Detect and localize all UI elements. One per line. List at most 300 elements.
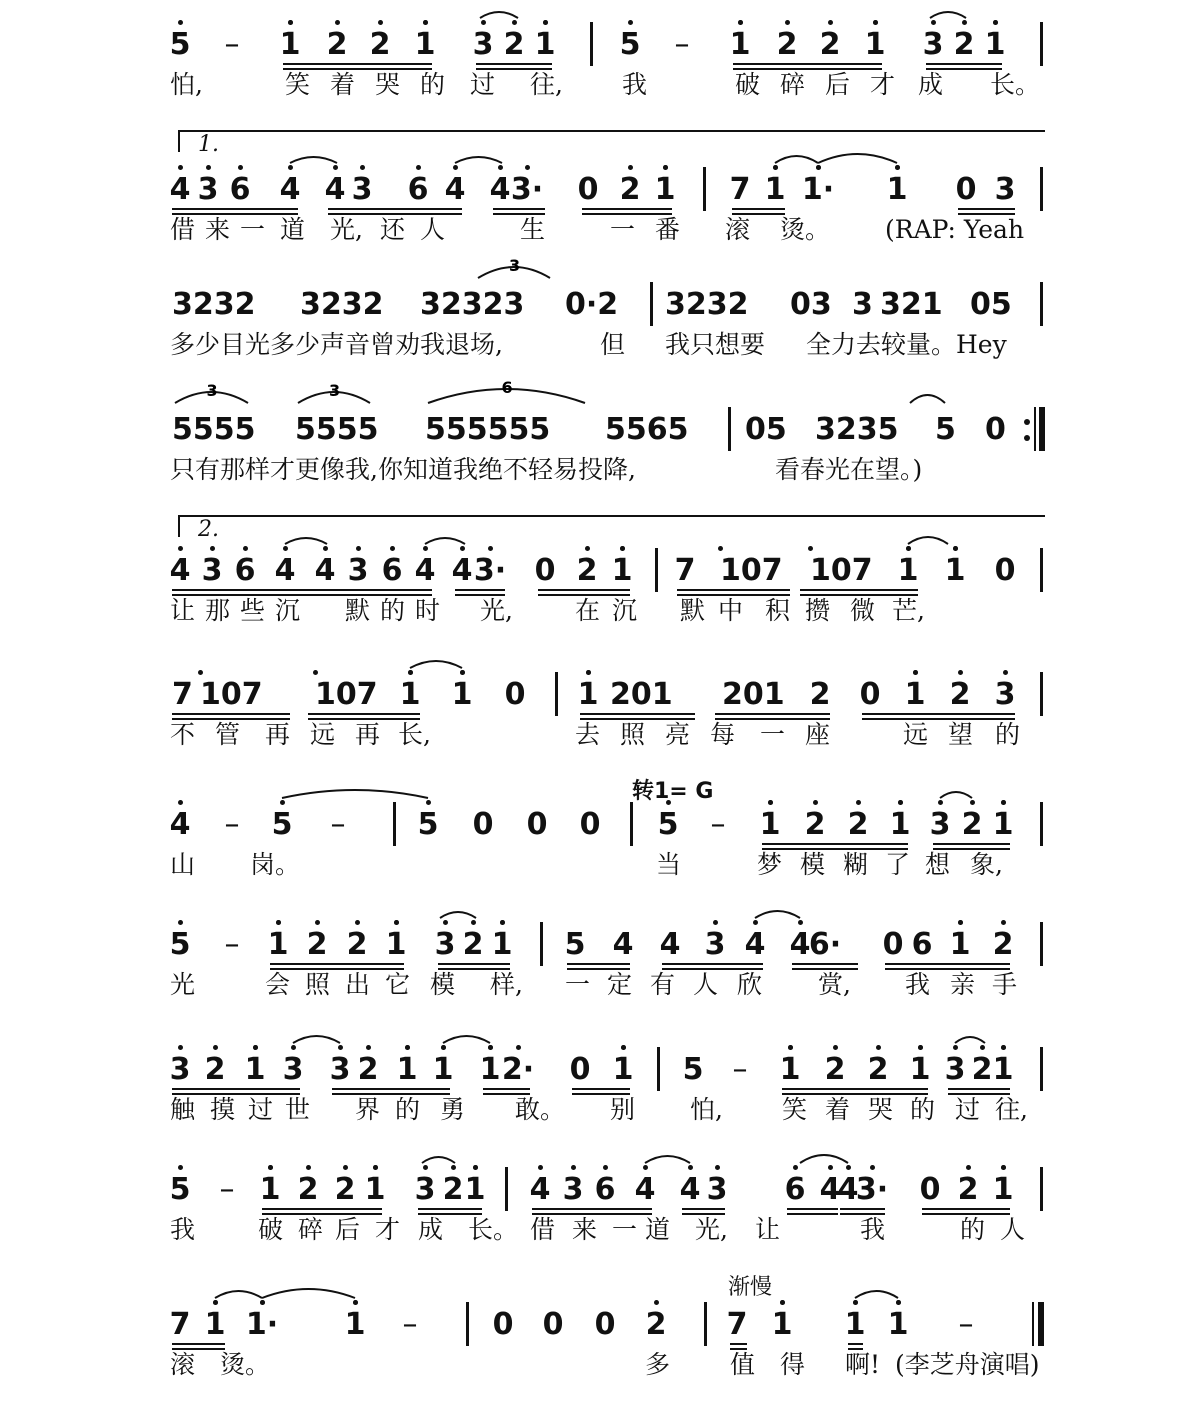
beam-underline (926, 63, 1002, 65)
octave-dot (453, 165, 458, 170)
octave-dot (366, 1045, 371, 1050)
jianpu-note: 0 (955, 172, 977, 207)
tie-slur (425, 538, 465, 544)
barline (505, 1167, 508, 1211)
lyric-text: 后 (335, 1215, 361, 1244)
jianpu-note: 1 (414, 27, 436, 62)
lyric-text: 过 (955, 1095, 981, 1124)
lyric-text: 中 (718, 596, 744, 625)
octave-dot (753, 920, 758, 925)
beam-underline (762, 843, 908, 845)
octave-dot (571, 1165, 576, 1170)
jianpu-note: 2 (357, 1052, 379, 1087)
tie-slur (422, 1157, 455, 1163)
barline (703, 167, 706, 211)
octave-dot (621, 1045, 626, 1050)
jianpu-note: 1 (944, 553, 966, 588)
octave-dot (643, 1165, 648, 1170)
octave-dot (210, 546, 215, 551)
lyric-text: 道 (645, 1215, 671, 1244)
jianpu-note: 1 (432, 1052, 454, 1087)
beam-underline (567, 963, 630, 965)
jianpu-note: 0 (859, 677, 881, 712)
lyric-text: 模 (430, 970, 456, 999)
lyric-text: 的 (420, 70, 446, 99)
lyric-text: 默 (680, 596, 706, 625)
lyric-text: 攒 (805, 596, 831, 625)
lyric-text: 道 (280, 215, 306, 244)
jianpu-note: 1· (245, 1307, 279, 1342)
jianpu-note: 1 (897, 553, 919, 588)
jianpu-note: 2 (442, 1172, 464, 1207)
octave-dot (423, 20, 428, 25)
octave-dot (500, 920, 505, 925)
jianpu-note: 1 (729, 27, 751, 62)
lyric-text: 山 (170, 850, 196, 879)
jianpu-note: 4 (837, 1172, 859, 1207)
beam-underline (493, 208, 545, 210)
beam-underline (532, 1208, 652, 1210)
jianpu-note: 4 (444, 172, 466, 207)
lyric-text: 过 (470, 70, 496, 99)
jianpu-note: 3235 (815, 412, 899, 447)
octave-dot (333, 165, 338, 170)
jianpu-note: 201 (610, 677, 673, 712)
lyric-text: 但 (600, 330, 626, 359)
repeat-barline (1034, 407, 1036, 451)
jianpu-note: 7 (169, 1307, 191, 1342)
lyric-text: 照 (305, 970, 331, 999)
beam-underline (730, 1343, 747, 1345)
lyric-text: 摸 (210, 1095, 236, 1124)
barline (728, 407, 731, 451)
octave-dot (178, 20, 183, 25)
beam-underline (787, 1213, 838, 1215)
lyric-text: 了 (885, 850, 911, 879)
lyric-text: 来 (205, 215, 231, 244)
jianpu-note: 2 (334, 1172, 356, 1207)
jianpu-note: 0 (569, 1052, 591, 1087)
jianpu-note: – (219, 1172, 235, 1207)
lyric-text: 手 (992, 970, 1018, 999)
lyric-text: 番 (655, 215, 681, 244)
octave-dot (896, 1300, 901, 1305)
octave-dot (876, 1045, 881, 1050)
jianpu-note: 555555 (425, 412, 551, 447)
jianpu-note: 1 (764, 172, 786, 207)
jianpu-note: 2 (326, 27, 348, 62)
octave-dot (238, 165, 243, 170)
jianpu-note: 0 (994, 553, 1016, 588)
octave-dot (405, 1045, 410, 1050)
jianpu-note: 5 (935, 412, 956, 447)
jianpu-note: 1 (611, 553, 633, 588)
tie-slur (910, 395, 945, 403)
jianpu-note: 5 (169, 1172, 191, 1207)
jianpu-note: 0 (472, 807, 494, 842)
lyric-text: 样, (490, 970, 523, 999)
tuplet-number: 3 (329, 381, 341, 400)
lyric-text: 长。 (990, 70, 1041, 99)
jianpu-note: 3 (201, 553, 223, 588)
jianpu-note: 3232 (665, 287, 749, 322)
jianpu-note: 2 (804, 807, 826, 842)
jianpu-note: 1 (864, 27, 886, 62)
octave-dot (360, 165, 365, 170)
jianpu-note: 4 (659, 927, 681, 962)
lyric-text: 过 (248, 1095, 274, 1124)
beam-underline (172, 1343, 225, 1345)
jianpu-note: – (224, 807, 240, 842)
jianpu-note: 3 (706, 1172, 728, 1207)
jianpu-note: 1 (364, 1172, 386, 1207)
beam-underline (862, 718, 1015, 720)
lyric-text: 烫。 (780, 215, 831, 244)
octave-dot (895, 165, 900, 170)
octave-dot (353, 1300, 358, 1305)
octave-dot (856, 800, 861, 805)
octave-dot (958, 920, 963, 925)
octave-dot (780, 1300, 785, 1305)
lyric-text: 座 (805, 720, 831, 749)
beam-underline (283, 63, 432, 65)
octave-dot (178, 1045, 183, 1050)
jianpu-note: 5 (657, 807, 679, 842)
tie-slur (775, 156, 818, 163)
lyric-text: 长。 (468, 1215, 519, 1244)
lyric-text: 全力去较量。Hey (806, 330, 1007, 359)
jianpu-note: 6 (911, 927, 933, 962)
octave-dot (870, 1165, 875, 1170)
jianpu-note: 2 (847, 807, 869, 842)
lyric-text: (李芝舟演唱) (895, 1350, 1040, 1379)
lyric-text: 人 (693, 970, 719, 999)
jianpu-note: 0 (919, 1172, 941, 1207)
jianpu-note: 6 (594, 1172, 616, 1207)
jianpu-note: 3· (510, 172, 544, 207)
octave-dot (980, 1045, 985, 1050)
tie-slur (290, 157, 337, 163)
tie-slur (645, 1156, 690, 1163)
lyric-text: 往, (995, 1095, 1028, 1124)
beam-underline (958, 208, 1015, 210)
beam-underline (476, 63, 552, 65)
octave-dot (773, 165, 778, 170)
octave-dot (355, 920, 360, 925)
octave-dot (663, 165, 668, 170)
lyric-text: 触 (170, 1095, 196, 1124)
barline (1040, 802, 1043, 846)
tie-slur (443, 1036, 490, 1043)
beam-underline (933, 843, 1010, 845)
jianpu-note: – (958, 1307, 974, 1342)
octave-dot (688, 1165, 693, 1170)
lyric-text: 的 (910, 1095, 936, 1124)
beam-underline (418, 1208, 482, 1210)
octave-dot (813, 800, 818, 805)
jianpu-note: 32323 (420, 287, 525, 322)
octave-dot (816, 165, 821, 170)
lyric-text: 着 (330, 70, 356, 99)
beam-underline (172, 208, 298, 210)
lyric-text: 人 (420, 215, 446, 244)
octave-dot (516, 1045, 521, 1050)
lyric-text: 光, (695, 1215, 728, 1244)
barline (1040, 548, 1043, 592)
tie-slur (215, 1291, 262, 1298)
jianpu-note: – (402, 1307, 418, 1342)
beam-underline (732, 208, 785, 210)
octave-dot (315, 920, 320, 925)
jianpu-note: 2 (297, 1172, 319, 1207)
tie-slur (175, 392, 248, 403)
octave-dot (808, 546, 813, 551)
octave-dot (543, 20, 548, 25)
octave-dot (288, 165, 293, 170)
lyric-text: 出 (345, 970, 371, 999)
jianpu-note: 7 (674, 553, 696, 588)
jianpu-note: 3 (994, 677, 1016, 712)
lyric-text: 亲 (950, 970, 976, 999)
jianpu-note: 1 (612, 1052, 634, 1087)
lyric-text: 笑 (782, 1095, 808, 1124)
jianpu-note: 5 (564, 927, 586, 962)
octave-dot (408, 670, 413, 675)
octave-dot (471, 920, 476, 925)
beam-underline (172, 589, 432, 591)
octave-dot (260, 1300, 265, 1305)
jianpu-note: 5 (169, 27, 191, 62)
octave-dot (481, 20, 486, 25)
jianpu-note: 3 (351, 172, 373, 207)
jianpu-note: 4 (679, 1172, 701, 1207)
lyric-text: 看春光在望。) (775, 455, 923, 484)
lyric-text: 别 (610, 1095, 636, 1124)
octave-dot (178, 165, 183, 170)
jianpu-note: 3 (944, 1052, 966, 1087)
octave-dot (280, 800, 285, 805)
barline (1040, 167, 1043, 211)
jianpu-note: 1 (889, 807, 911, 842)
octave-dot (512, 20, 517, 25)
jianpu-note: 2 (819, 27, 841, 62)
jianpu-note: 201 (722, 677, 785, 712)
beam-underline (800, 589, 918, 591)
jianpu-note: 4 (414, 553, 436, 588)
lyric-text: 积 (765, 596, 791, 625)
octave-dot (603, 1165, 608, 1170)
jianpu-note: 6 (234, 553, 256, 588)
jianpu-note: 3 (434, 927, 456, 962)
lyric-text: 它 (385, 970, 411, 999)
volta-bracket-1 (178, 130, 1045, 157)
octave-dot (460, 546, 465, 551)
octave-dot (628, 20, 633, 25)
octave-dot (715, 1165, 720, 1170)
jianpu-note: 6 (407, 172, 429, 207)
tie-slur (940, 792, 972, 798)
lyric-text: 芒, (892, 596, 925, 625)
octave-dot (443, 920, 448, 925)
lyric-text: 照 (620, 720, 646, 749)
tie-slur (855, 1291, 898, 1298)
octave-dot (356, 546, 361, 551)
jianpu-note: 7 (729, 172, 751, 207)
jianpu-note: 5555 (295, 412, 379, 447)
jianpu-note: 4 (819, 1172, 841, 1207)
lyric-text: 还 (380, 215, 406, 244)
jianpu-note: 3 (169, 1052, 191, 1087)
lyric-text: 让 (755, 1215, 781, 1244)
jianpu-note: 3 (414, 1172, 436, 1207)
lyric-text: 一 (240, 215, 266, 244)
jianpu-note: 1 (267, 927, 289, 962)
repeat-dot (1024, 435, 1030, 441)
octave-dot (243, 546, 248, 551)
jianpu-note: – (710, 807, 726, 842)
final-barline-thick (1038, 1302, 1044, 1346)
lyric-text: 勇 (440, 1095, 466, 1124)
lyric-text: 才 (375, 1215, 401, 1244)
jianpu-note: 1 (909, 1052, 931, 1087)
jianpu-note: – (674, 27, 690, 62)
jianpu-note: 4 (169, 807, 191, 842)
octave-dot (846, 1165, 851, 1170)
volta-label-1: 1. (198, 132, 219, 157)
jianpu-note: 3 (347, 553, 369, 588)
jianpu-note: 2 (867, 1052, 889, 1087)
octave-dot (441, 1045, 446, 1050)
jianpu-note: 1 (904, 677, 926, 712)
jianpu-note: 1 (949, 927, 971, 962)
jianpu-note: 1 (886, 172, 908, 207)
octave-dot (313, 670, 318, 675)
octave-dot (276, 920, 281, 925)
lyric-text: 远 (903, 720, 929, 749)
lyric-text: 当 (656, 850, 682, 879)
octave-dot (460, 670, 465, 675)
beam-underline (455, 589, 505, 591)
tie-slur (282, 790, 428, 798)
octave-dot (213, 1300, 218, 1305)
octave-dot (198, 670, 203, 675)
jianpu-note: 2 (576, 553, 598, 588)
jianpu-note: 2 (462, 927, 484, 962)
tuplet-number: 3 (509, 256, 521, 275)
jianpu-note: 1 (464, 1172, 486, 1207)
lyric-text: 只有那样才更像我,你知道我绝不轻易投降, (170, 455, 636, 484)
octave-dot (1001, 1045, 1006, 1050)
octave-dot (488, 546, 493, 551)
beam-underline (483, 1088, 530, 1090)
octave-dot (586, 670, 591, 675)
jianpu-note: 3 (922, 27, 944, 62)
lyric-text: 敢。 (515, 1095, 566, 1124)
octave-dot (306, 1165, 311, 1170)
jianpu-note: 5 (619, 27, 641, 62)
octave-dot (853, 1300, 858, 1305)
beam-underline (172, 1088, 300, 1090)
jianpu-note: 2 (204, 1052, 226, 1087)
octave-dot (373, 1165, 378, 1170)
lyric-text: 我 (905, 970, 931, 999)
tie-slur (908, 537, 948, 544)
beam-underline (262, 1208, 382, 1210)
lyric-text: 啊! (845, 1350, 881, 1379)
octave-dot (793, 1165, 798, 1170)
jianpu-note: 4 (314, 553, 336, 588)
lyric-text: 值 (730, 1350, 756, 1379)
lyric-text: 怕, (170, 70, 203, 99)
jianpu-note: 1 (992, 1052, 1014, 1087)
octave-dot (253, 1045, 258, 1050)
lyric-text: 才 (870, 70, 896, 99)
lyric-text: 的 (395, 1095, 421, 1124)
octave-dot (1003, 670, 1008, 675)
octave-dot (416, 165, 421, 170)
jianpu-note: 6 (784, 1172, 806, 1207)
lyric-text: 滚 (170, 1350, 196, 1379)
lyric-text: 远 (310, 720, 336, 749)
jianpu-note: 1 (992, 807, 1014, 842)
jianpu-note: 5565 (605, 412, 689, 447)
jianpu-note: 321 (880, 287, 943, 322)
tie-slur (440, 912, 476, 918)
beam-underline (862, 713, 1015, 715)
jianpu-note: 4 (324, 172, 346, 207)
jianpu-note: 0 (542, 1307, 564, 1342)
jianpu-note: 3 (704, 927, 726, 962)
beam-underline (715, 713, 830, 715)
lyric-text: 岗。 (250, 850, 301, 879)
octave-dot (178, 546, 183, 551)
jianpu-note: 03 (790, 287, 832, 322)
lyric-text: 破 (258, 1215, 284, 1244)
jianpu-note: 3 (994, 172, 1016, 207)
lyric-text: 哭 (868, 1095, 894, 1124)
lyric-text: 糊 (843, 850, 869, 879)
jianpu-note: 1 (491, 927, 513, 962)
octave-dot (178, 920, 183, 925)
jianpu-note: 1 (396, 1052, 418, 1087)
jianpu-note: 1 (204, 1307, 226, 1342)
jianpu-note: 3 (929, 807, 951, 842)
jianpu-note: 2 (619, 172, 641, 207)
tempo-marking: 渐慢 (728, 1275, 773, 1300)
barline (466, 1302, 469, 1346)
lyric-text: 微 (850, 596, 876, 625)
jianpu-note: 0 (492, 1307, 514, 1342)
jianpu-note: 5555 (172, 412, 256, 447)
jianpu-note: 4 (279, 172, 301, 207)
lyric-text: 些 (240, 596, 266, 625)
jianpu-note: 3 (562, 1172, 584, 1207)
lyric-text: 一 (612, 1215, 638, 1244)
tie-slur (285, 538, 327, 544)
tie-slur (818, 154, 897, 163)
lyric-text: 我 (860, 1215, 886, 1244)
barline (1040, 282, 1043, 326)
barline (630, 802, 633, 846)
jianpu-note: 6 (381, 553, 403, 588)
octave-dot (654, 1300, 659, 1305)
jianpu-note: 1 (577, 677, 599, 712)
lyric-text: 沉 (612, 596, 638, 625)
jianpu-note: 1 (259, 1172, 281, 1207)
lyric-text: 成 (418, 1215, 444, 1244)
barline (590, 22, 593, 66)
tie-slur (930, 12, 966, 18)
